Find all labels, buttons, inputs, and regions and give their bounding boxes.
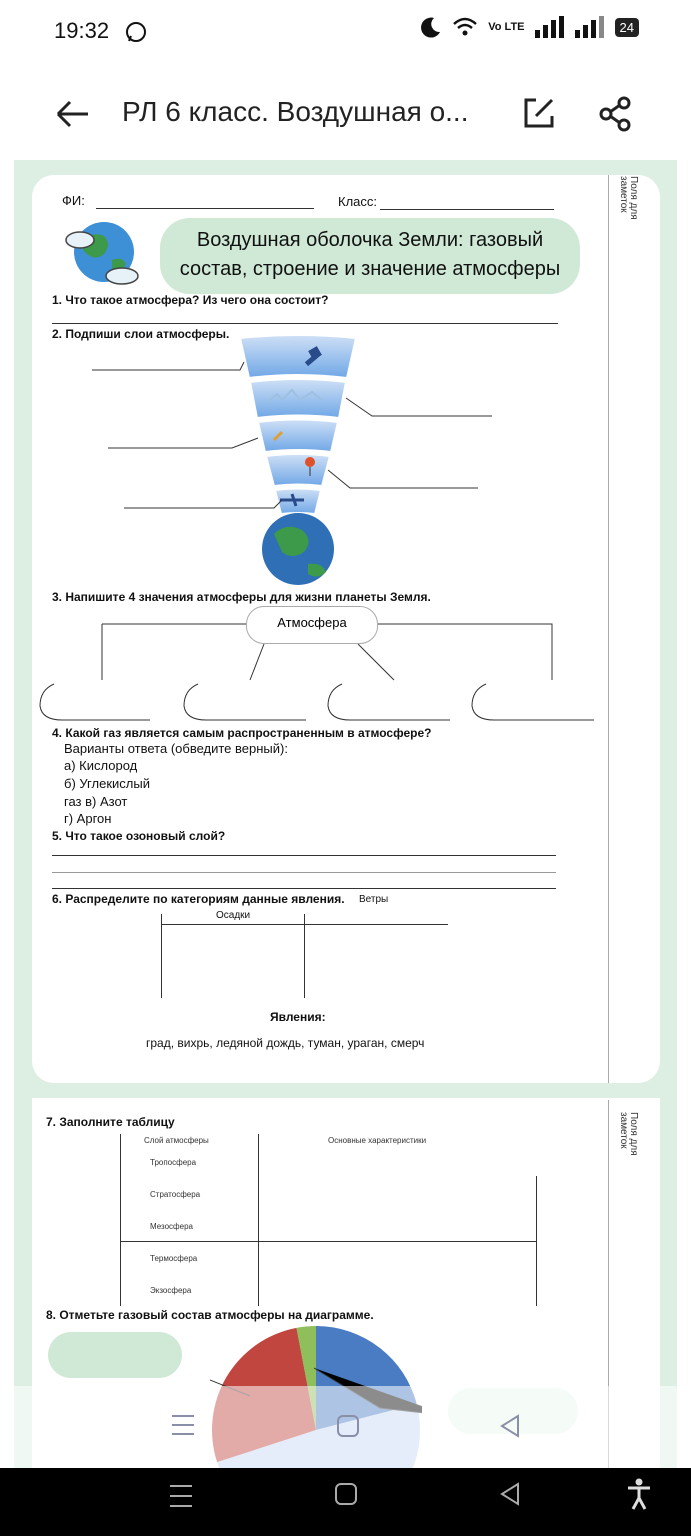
class-line (380, 209, 554, 210)
share-icon[interactable] (598, 96, 634, 132)
name-label: ФИ: (62, 193, 85, 208)
q4-option-d: г) Аргон (64, 811, 112, 826)
back-icon[interactable] (498, 1414, 522, 1438)
q7-layer-1: Тропосфера (150, 1158, 197, 1167)
question-3: 3. Напишите 4 значения атмосферы для жизни планеты Земля. (52, 590, 431, 604)
question-6: 6. Распределите по категориям данные явления. (52, 892, 345, 906)
worksheet-title (160, 218, 580, 294)
atmosphere-center-bubble (246, 606, 378, 644)
system-navigation-bar (0, 1468, 691, 1536)
question-5: 5. Что такое озоновый слой? (52, 829, 226, 843)
class-label: Класс: (338, 194, 377, 209)
signal-icon-2 (575, 16, 605, 38)
edit-icon[interactable] (522, 96, 556, 130)
whatsapp-icon (124, 20, 148, 44)
gas-label-bubble (48, 1332, 182, 1378)
q7-layer-3: Мезосфера (150, 1222, 193, 1231)
nav-menu-icon[interactable] (168, 1482, 194, 1510)
question-1: 1. Что такое атмосфера? Из чего она состоит? (52, 293, 329, 307)
q4-option-a: а) Кислород (64, 758, 138, 773)
title-line-1: Воздушная оболочка Земли: газовый (196, 229, 544, 251)
volte-label: Vo LTE (488, 20, 525, 33)
q7-table-right (536, 1176, 537, 1306)
battery-indicator: 24 (615, 18, 639, 37)
q6-table-middle (304, 914, 305, 998)
q7-layer-5: Экзосфера (150, 1286, 192, 1295)
layer-exosphere (240, 335, 356, 378)
earth-icon (64, 214, 148, 290)
signal-icon (535, 16, 565, 38)
q4-option-c: газ в) Азот (64, 794, 128, 809)
document-title: РЛ 6 класс. Воздушная о... (122, 96, 469, 127)
q7-layer-2: Стратосфера (150, 1190, 201, 1199)
question-4: 4. Какой газ является самым распространенным в атмосфере? (52, 726, 432, 740)
menu-icon[interactable] (170, 1412, 196, 1438)
layer-stratosphere (266, 454, 330, 486)
notes-label: Поля для заметок (618, 176, 639, 220)
atmosphere-layers-diagram (82, 334, 502, 594)
status-icons (420, 16, 639, 38)
q7-layer-4: Термосфера (150, 1254, 198, 1263)
answer-line-1 (52, 323, 558, 324)
q7-col-characteristics: Основные характеристики (328, 1136, 427, 1145)
q4-option-b: б) Углекислый (64, 776, 150, 791)
q6-table-top (162, 924, 448, 925)
wifi-icon (452, 16, 478, 38)
notes-label-2: Поля для заметок (618, 1112, 639, 1156)
atmosphere-label: Атмосфера (277, 615, 347, 630)
back-arrow-icon[interactable] (54, 98, 90, 130)
q7-table-left (120, 1134, 121, 1306)
question-8: 8. Отметьте газовый состав атмосферы на диаграмме. (46, 1308, 374, 1322)
q6-phenomena-list: град, вихрь, ледяной дождь, туман, ураган, смерч (146, 1036, 425, 1050)
layer-mesosphere (258, 420, 338, 453)
nav-back-icon[interactable] (498, 1482, 522, 1506)
answer-line-5c (52, 888, 556, 889)
question-2: 2. Подпиши слои атмосферы. (52, 327, 230, 341)
question-7: 7. Заполните таблицу (46, 1115, 175, 1129)
q7-table-divider (120, 1241, 536, 1242)
q6-table-left (161, 914, 162, 998)
q7-table-middle (258, 1134, 259, 1306)
q7-col-layer: Слой атмосферы (144, 1136, 209, 1145)
q4-hint: Варианты ответа (обведите верный): (64, 741, 288, 756)
q6-phenomena-label: Явления: (270, 1010, 326, 1024)
notes-divider (608, 175, 609, 1083)
name-line (96, 208, 314, 209)
accessibility-icon[interactable] (626, 1478, 652, 1510)
answer-line-5a (52, 855, 556, 856)
nav-home-icon[interactable] (334, 1482, 358, 1506)
q6-col-precipitation: Осадки (216, 910, 251, 921)
moon-icon (420, 16, 442, 38)
q6-col-winds: Ветры (359, 894, 389, 905)
home-icon[interactable] (336, 1414, 360, 1438)
status-time: 19:32 (54, 18, 110, 43)
answer-line-5b (52, 872, 556, 873)
title-line-2: состав, строение и значение атмосферы (179, 258, 561, 280)
